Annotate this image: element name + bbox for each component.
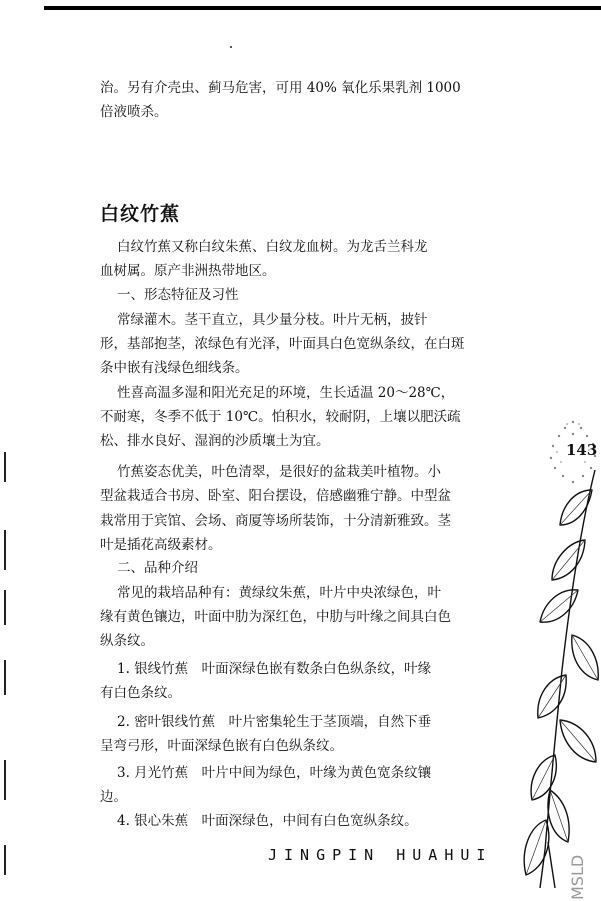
body-line: 缘有黄色镶边，叶面中肋为深红色，中肋与叶缘之间具白色 [100, 609, 451, 625]
body-line: 竹蕉姿态优美，叶色清翠，是很好的盆栽美叶植物。小 [117, 464, 441, 480]
body-line: 纵条纹。 [100, 633, 154, 649]
binding-mark [4, 660, 6, 695]
body-line: 常见的栽培品种有：黄绿纹朱蕉，叶片中央浓绿色，叶 [117, 585, 441, 601]
body-line: 条中嵌有浅绿色细线条。 [100, 360, 249, 376]
scan-speck [230, 46, 232, 48]
plant-illustration [500, 470, 601, 890]
body-line: 型盆栽适合书房、卧室、阳台摆设，倍感幽雅宁静。中型盆 [100, 488, 451, 504]
body-line: 不耐寒，冬季不低于 10℃。怕积水，较耐阴，上壤以肥沃疏 [100, 409, 461, 425]
intro-line-1: 治。另有介壳虫、蓟马危害，可用 40% 氧化乐果乳剂 1000 [100, 80, 461, 96]
binding-mark [4, 452, 6, 482]
body-line: 有白色条纹。 [100, 685, 181, 701]
binding-mark [4, 590, 6, 625]
top-rule [44, 6, 601, 10]
body-line: 白纹竹蕉又称白纹朱蕉、白纹龙血树。为龙舌兰科龙 [117, 239, 428, 255]
body-line: 血树属。原产非洲热带地区。 [100, 263, 276, 279]
body-line: 栽常用于宾馆、会场、商厦等场所装饰，十分清新雅致。茎 [100, 513, 451, 529]
watermark: MSLD [568, 854, 587, 900]
body-line: 常绿灌木。茎干直立，具少量分枝。叶片无柄，披针 [117, 312, 428, 328]
variety-item: 1. 银线竹蕉 叶面深绿色嵌有数条白色纵条纹，叶缘 [117, 661, 432, 677]
running-footer: JINGPIN HUAHUI [268, 846, 493, 864]
binding-mark [4, 760, 6, 800]
body-line: 形，基部抱茎，浓绿色有光泽，叶面具白色宽纵条纹，在白斑 [100, 336, 465, 352]
section-title: 白纹竹蕉 [100, 203, 181, 225]
body-line: 呈弯弓形，叶面深绿色嵌有白色纵条纹。 [100, 738, 343, 754]
body-line: 松、排水良好、湿润的沙质壤土为宜。 [100, 433, 330, 449]
subheading-morphology: 一、形态特征及习性 [117, 287, 239, 303]
subheading-varieties: 二、品种介绍 [117, 560, 198, 576]
variety-item: 4. 银心朱蕉 叶面深绿色，中间有白色宽纵条纹。 [117, 813, 418, 829]
variety-item: 3. 月光竹蕉 叶片中间为绿色，叶缘为黄色宽条纹镶 [117, 765, 432, 781]
binding-mark [4, 530, 6, 570]
variety-item: 2. 密叶银线竹蕉 叶片密集轮生于茎顶端，自然下垂 [117, 714, 432, 730]
body-line: 边。 [100, 789, 127, 805]
binding-mark [4, 845, 6, 875]
intro-line-2: 倍液喷杀。 [100, 104, 168, 120]
body-line: 叶是插花高级素材。 [100, 537, 222, 553]
body-line: 性喜高温多湿和阳光充足的环境，生长适温 20～28℃， [117, 385, 455, 401]
page-number: 143 [566, 441, 598, 459]
